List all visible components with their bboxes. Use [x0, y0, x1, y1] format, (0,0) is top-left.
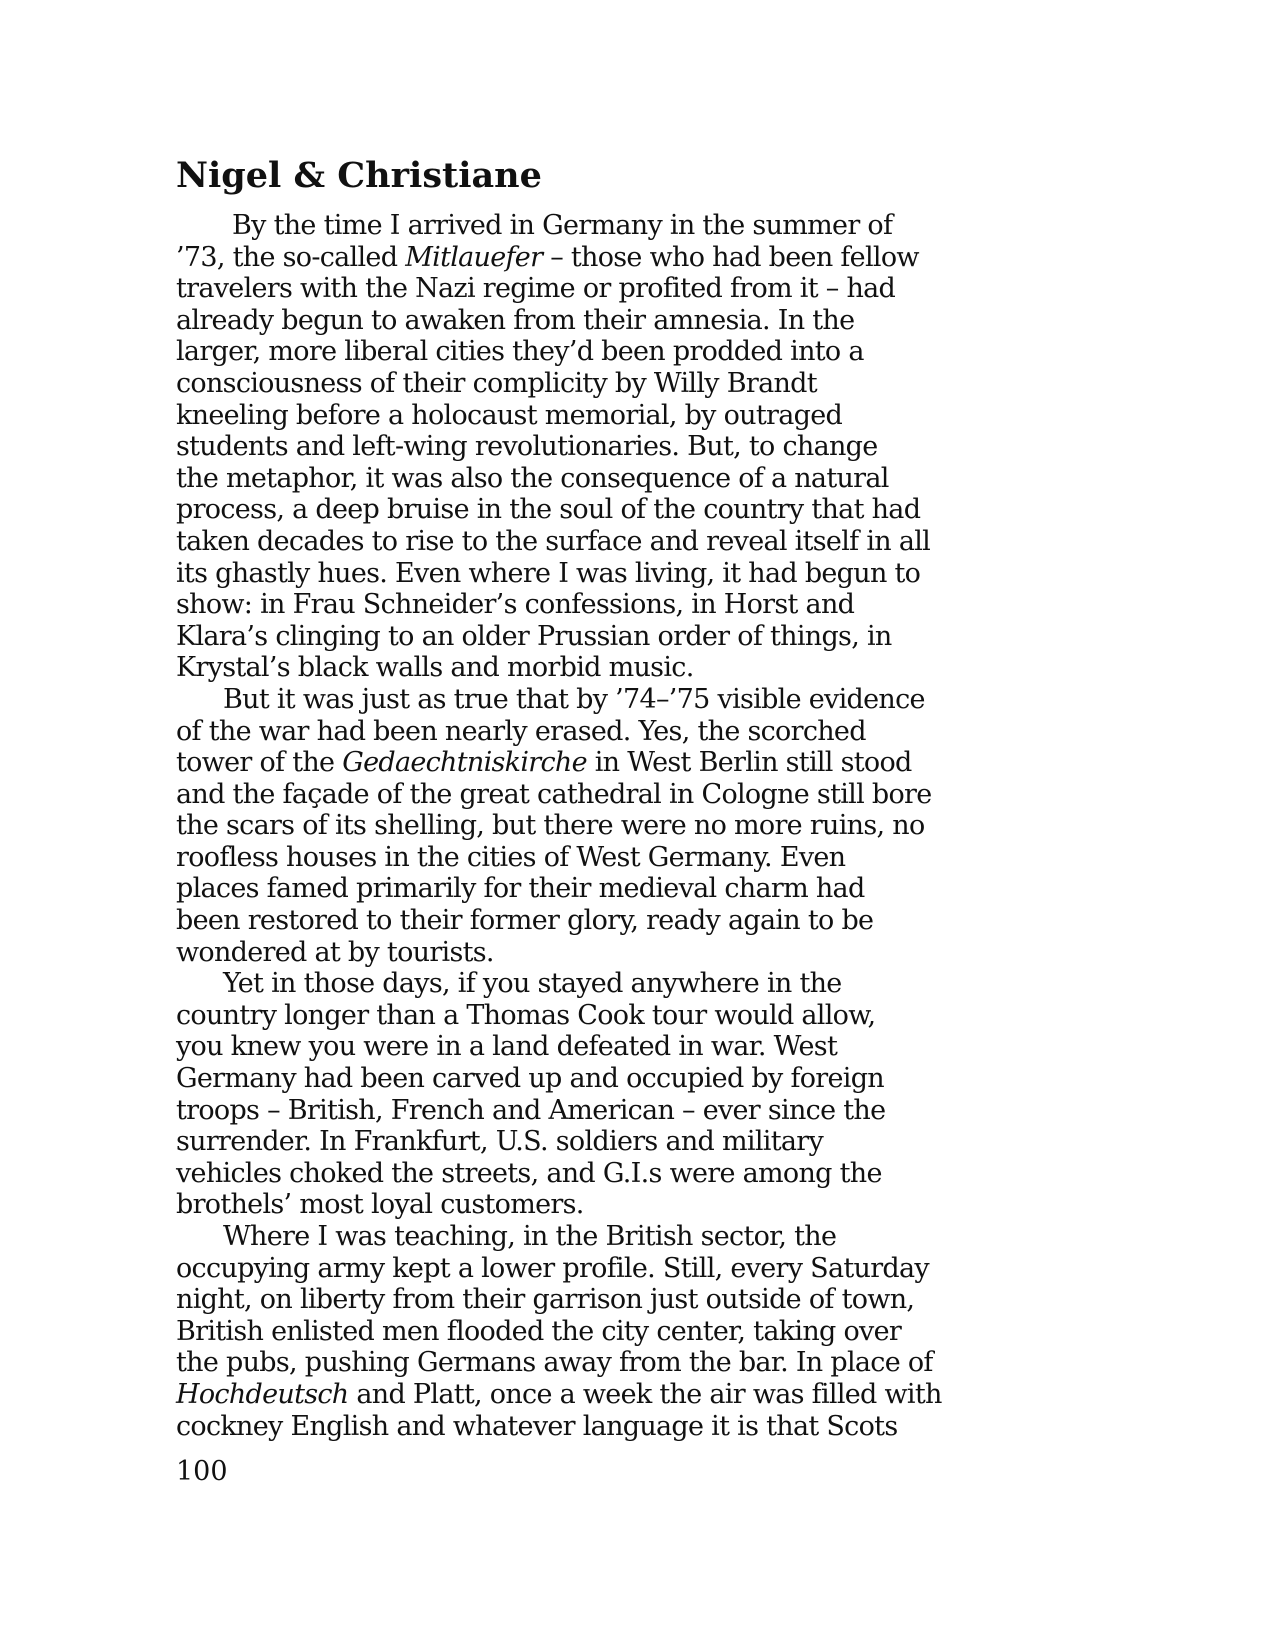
text-line [176, 652, 1036, 684]
text-run: larger, more liberal cities they’d been prodded into a [176, 336, 864, 368]
text-run: you knew you were in a land defeated in war. West [176, 1031, 838, 1063]
text-run: surrender. In Frankfurt, U.S. soldiers and military [176, 1126, 824, 1158]
text-run: kneeling before a holocaust memorial, by outraged [176, 399, 843, 431]
text-line [176, 684, 1036, 716]
paragraph [176, 968, 1036, 1221]
text-run: Krystal’s black walls and morbid music. [176, 652, 694, 684]
text-run: in West Berlin still stood [586, 747, 912, 779]
text-line [176, 1379, 1036, 1411]
italic-term: Gedaechtniskirche [342, 747, 587, 779]
text-line [176, 810, 1036, 842]
text-run: the pubs, pushing Germans away from the bar. In place of [176, 1347, 933, 1379]
text-line [176, 1095, 1036, 1127]
text-line [176, 368, 1036, 400]
text-line [176, 1189, 1036, 1221]
text-line [176, 1000, 1036, 1032]
text-run: consciousness of their complicity by Willy Brandt [176, 367, 817, 399]
text-line [176, 716, 1036, 748]
text-run: tower of the [176, 747, 343, 779]
body-text [176, 210, 1036, 1442]
text-run: wondered at by tourists. [176, 936, 494, 968]
text-run: By the time I arrived in Germany in the summer of [232, 210, 893, 241]
text-line [176, 1031, 1036, 1063]
text-line [176, 842, 1036, 874]
text-run: and the façade of the great cathedral in Cologne still bore [176, 778, 932, 810]
text-line [176, 463, 1036, 495]
text-run: the scars of its shelling, but there were no more ruins, no [176, 810, 925, 842]
text-line [176, 1063, 1036, 1095]
text-run: Where I was teaching, in the British sector, the [223, 1221, 837, 1252]
text-run: taken decades to rise to the surface and reveal itself in all [176, 525, 931, 557]
text-run: the metaphor, it was also the consequence of a natural [176, 462, 889, 494]
paragraph [176, 684, 1036, 968]
text-run: troops – British, French and American – ever since the [176, 1094, 886, 1126]
text-line [176, 905, 1036, 937]
text-line [176, 621, 1036, 653]
text-line [176, 305, 1036, 337]
text-run: brothels’ most loyal customers. [176, 1189, 584, 1221]
text-run: and Platt, once a week the air was filled with [348, 1378, 942, 1410]
text-run: Germany had been carved up and occupied by foreign [176, 1063, 884, 1095]
text-run: already begun to awaken from their amnesia. In the [176, 304, 855, 336]
text-run: Yet in those days, if you stayed anywhere in the [223, 968, 842, 1000]
text-line [176, 589, 1036, 621]
text-run: students and left-wing revolutionaries. But, to change [176, 431, 878, 463]
text-line [176, 1316, 1036, 1348]
text-line [176, 968, 1036, 1000]
italic-term: Mitlauefer [405, 241, 543, 273]
text-line [176, 558, 1036, 590]
text-run: process, a deep bruise in the soul of the country that had [176, 494, 921, 526]
text-run: occupying army kept a lower profile. Still, every Saturday [176, 1252, 929, 1284]
text-run: But it was just as true that by ’74–’75 visible evidence [223, 683, 925, 715]
text-line [176, 210, 1036, 242]
text-run: British enlisted men flooded the city center, taking over [176, 1315, 902, 1347]
text-run: been restored to their former glory, ready again to be [176, 905, 874, 937]
text-line [176, 1221, 1036, 1253]
chapter-heading: Nigel & Christiane [176, 155, 542, 196]
text-line [176, 273, 1036, 305]
text-run: cockney English and whatever language it is that Scots [176, 1410, 898, 1442]
text-run: night, on liberty from their garrison just outside of town, [176, 1284, 915, 1316]
italic-term: Hochdeutsch [176, 1378, 349, 1410]
text-run: of the war had been nearly erased. Yes, the scorched [176, 715, 866, 747]
text-run: travelers with the Nazi regime or profited from it – had [176, 273, 896, 305]
text-line [176, 336, 1036, 368]
text-line [176, 937, 1036, 969]
paragraph [176, 1221, 1036, 1442]
page-number: 100 [176, 1456, 228, 1487]
text-line [176, 1126, 1036, 1158]
text-line [176, 526, 1036, 558]
text-line [176, 779, 1036, 811]
text-line [176, 1284, 1036, 1316]
text-line [176, 747, 1036, 779]
text-run: country longer than a Thomas Cook tour would allow, [176, 999, 876, 1031]
text-line [176, 1347, 1036, 1379]
text-run: places famed primarily for their medieval charm had [176, 873, 865, 905]
text-run: its ghastly hues. Even where I was living, it had begun to [176, 557, 921, 589]
text-run: – those who had been fellow [542, 241, 919, 273]
page-body [176, 150, 1036, 1442]
text-run: roofless houses in the cities of West Germany. Even [176, 841, 846, 873]
text-line [176, 400, 1036, 432]
text-run: show: in Frau Schneider’s confessions, in Horst and [176, 589, 855, 621]
text-run: vehicles choked the streets, and G.I.s were among the [176, 1157, 882, 1189]
text-line [176, 1253, 1036, 1285]
text-line [176, 431, 1036, 463]
text-run: ’73, the so-called [176, 241, 406, 273]
text-line [176, 242, 1036, 274]
text-line [176, 1411, 1036, 1443]
text-run: Klara’s clinging to an older Prussian order of things, in [176, 620, 892, 652]
text-line [176, 494, 1036, 526]
paragraph [176, 210, 1036, 684]
text-line [176, 1158, 1036, 1190]
text-line [176, 873, 1036, 905]
